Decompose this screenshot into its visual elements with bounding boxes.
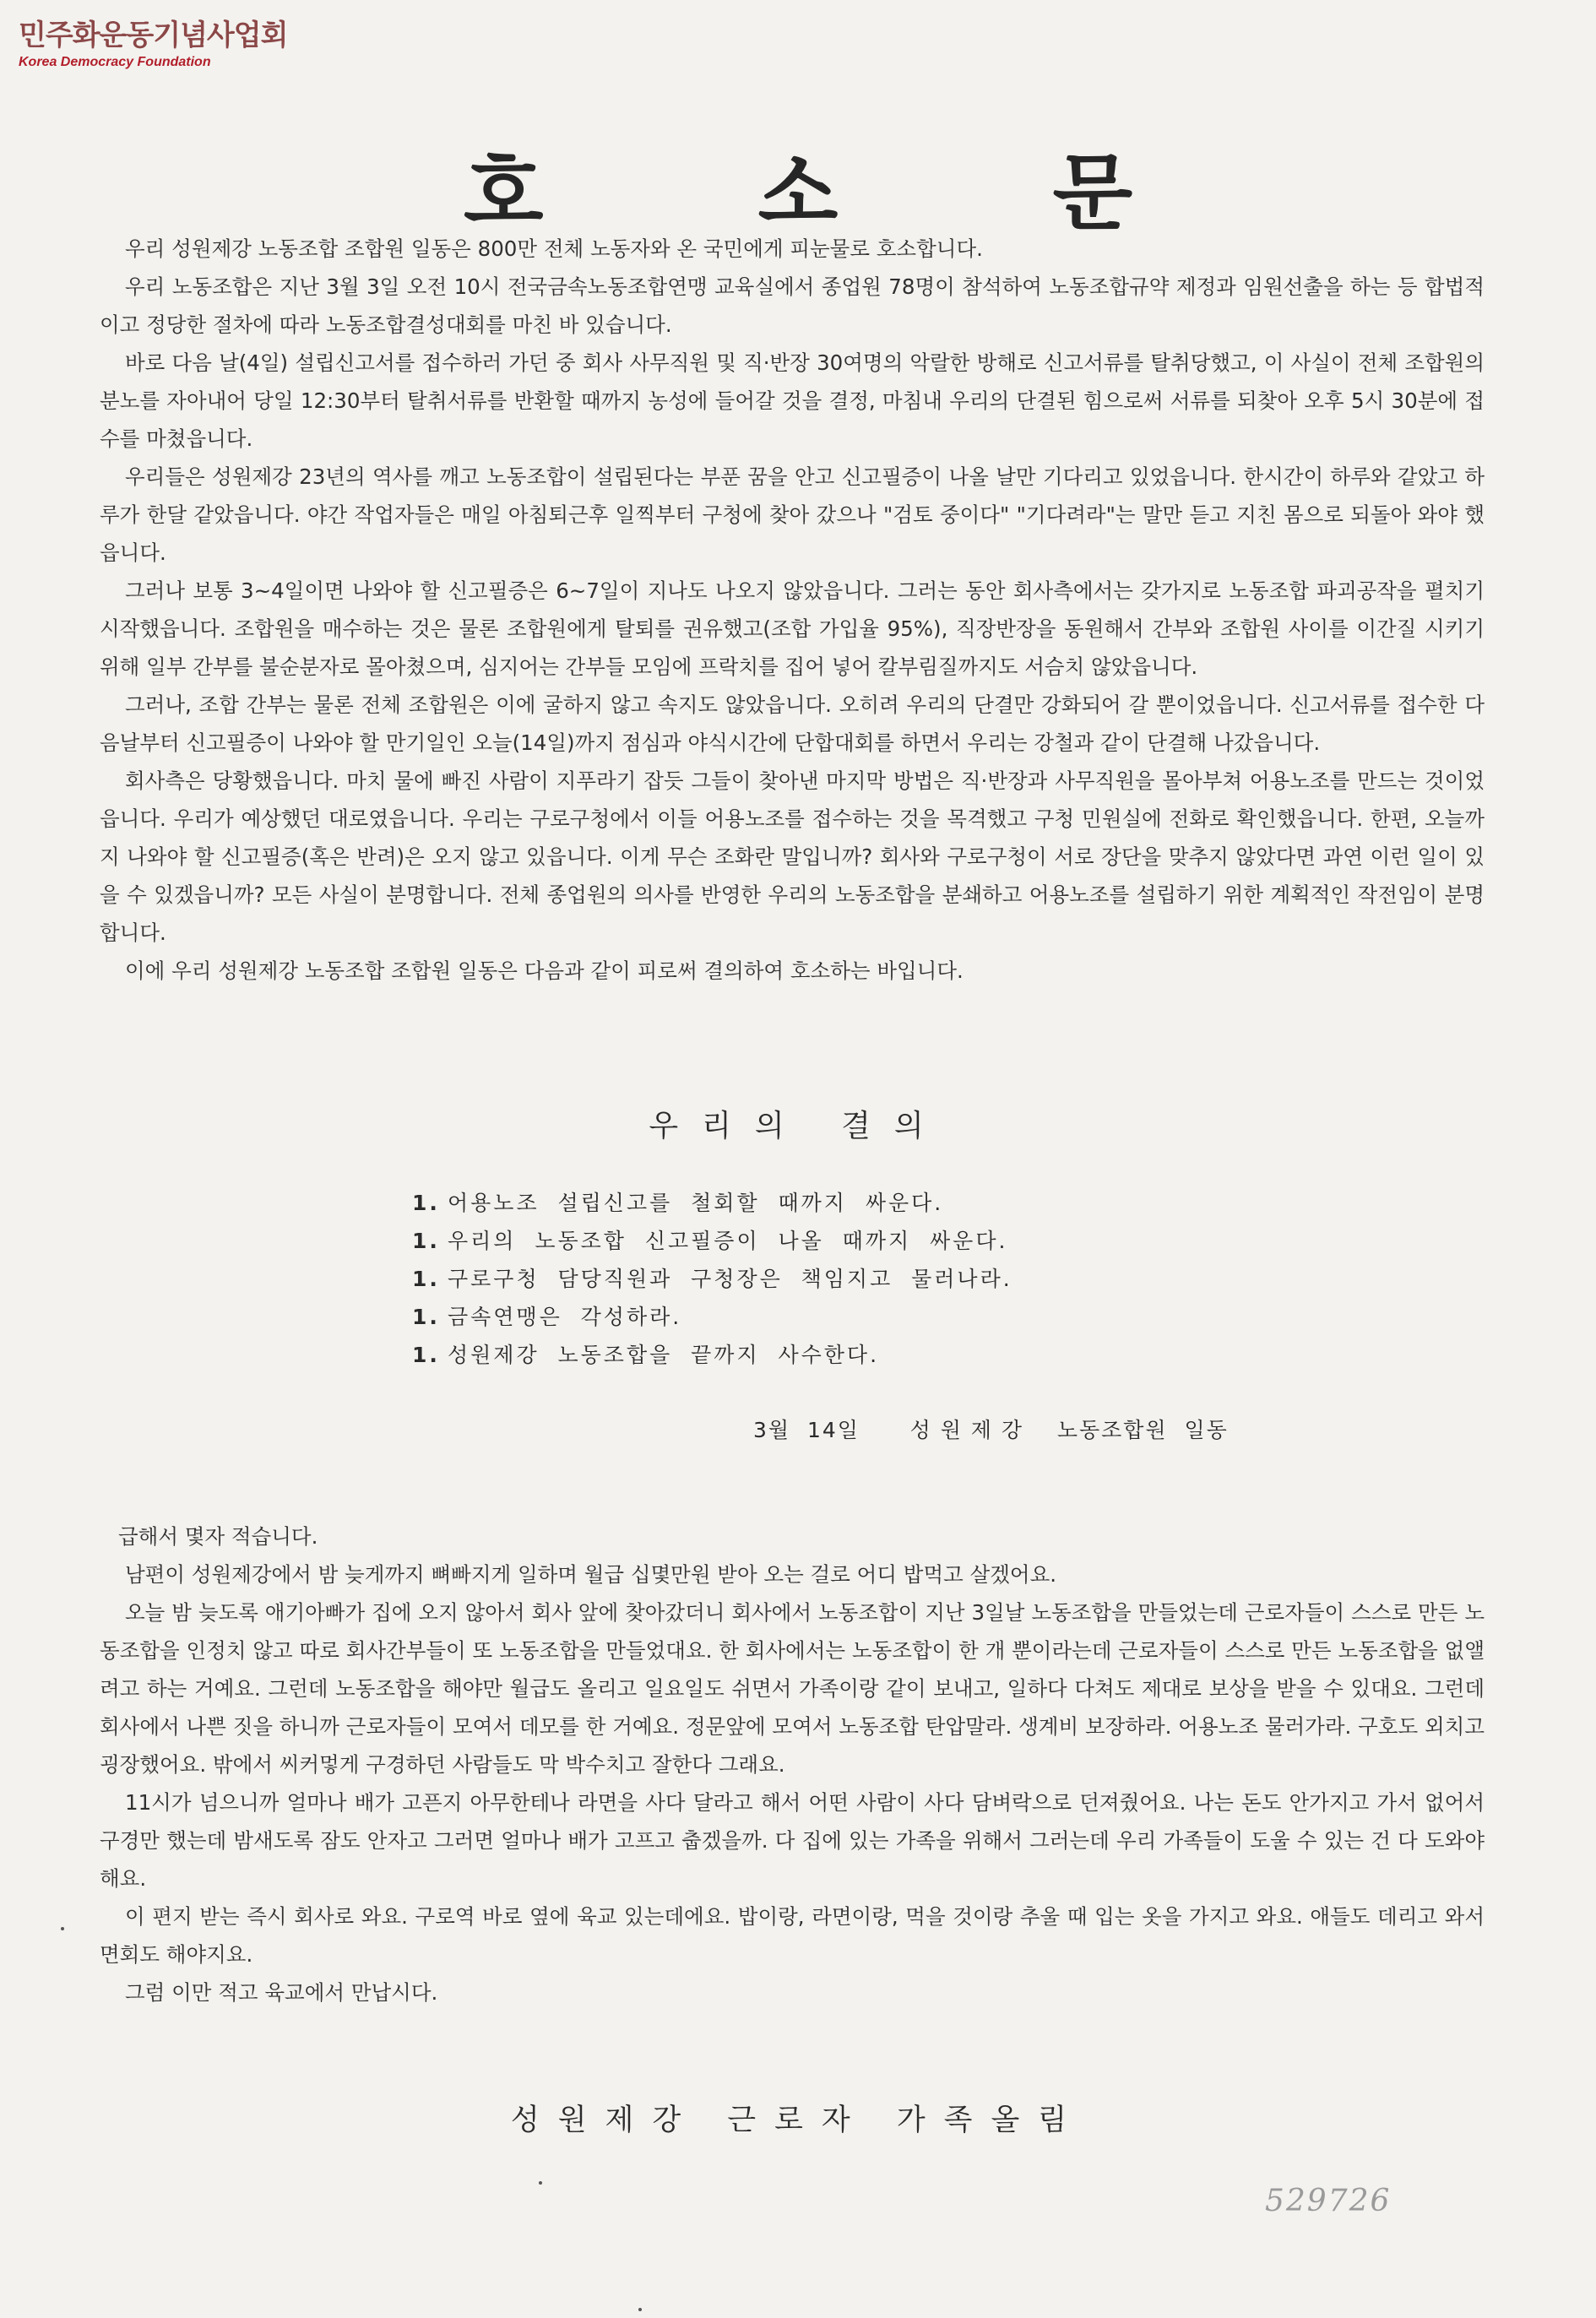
closing-signature: 성원제강 근로자 가족올림: [510, 2104, 1086, 2137]
letter-paragraph: 이 편지 받는 즉시 회사로 와요. 구로역 바로 옆에 육교 있는데에요. 밥이랑, 라면이랑, 먹을 것이랑 추울 때 입는 옷을 가지고 와요. 애들도 데리고 와서 면회도 해야지요.: [100, 1904, 1485, 1967]
resolution-list: [412, 1184, 1012, 1374]
paper-speck: [638, 2308, 642, 2311]
resolution-text: 성원제강 노동조합을 끝까지 사수한다.: [448, 1343, 880, 1367]
signature-line: 3월 14일 성 원 제 강 노동조합원 일동: [753, 1418, 1229, 1442]
resolution-number: 1.: [412, 1305, 440, 1329]
appeal-paragraph: 바로 다음 날(4일) 설립신고서를 접수하러 가던 중 회사 사무직원 및 직·반장 30여명의 악랄한 방해로 신고서류를 탈취당했고, 이 사실이 전체 조합원의 분노를 자아내어 당일 12:30부터 탈취서류를 반환할 때까지 농성에 들어갈 것을 결정, 마침내 우리의 단결된 힘으로써 서류를 되찾아 오후 5시 30분에 접수를 마쳤읍니다.: [100, 350, 1485, 451]
resolution-text: 우리의 노동조합 신고필증이 나올 때까지 싸운다.: [448, 1229, 1008, 1253]
resolution-item: [412, 1222, 1012, 1260]
appeal-paragraph: 우리 노동조합은 지난 3월 3일 오전 10시 전국금속노동조합연맹 교육실에서 종업원 78명이 참석하여 노동조합규약 제정과 임원선출을 하는 등 합법적이고 정당한 절차에 따라 노동조합결성대회를 마친 바 있습니다.: [100, 274, 1485, 337]
watermark-english: Korea Democracy Foundation: [19, 55, 211, 69]
letter-paragraph: 오늘 밤 늦도록 애기아빠가 집에 오지 않아서 회사 앞에 찾아갔더니 회사에서 노동조합이 지난 3일날 노동조합을 만들었는데 근로자들이 스스로 만든 노동조합을 인정치 않고 따로 회사간부들이 또 노동조합을 만들었대요. 한 회사에서는 노동조합이 한 개 뿐이라는데 근로자들이 스스로 만든 노동조합을 없앨려고 하는 거예요. 그런데 노동조합을 해야만 월급도 올리고 일요일도 쉬면서 가족이랑 같이 보내고, 일하다 다쳐도 제대로 보상을 받을 수 있대요. 그런데 회사에서 나쁜 짓을 하니까 근로자들이 모여서 데모를 한 거예요. 정문앞에 모여서 노동조합 탄압말라. 생계비 보장하라. 어용노조 물러가라. 구호도 외치고 굉장했어요. 밖에서 씨커멓게 구경하던 사람들도 막 박수치고 잘한다 그래요.: [100, 1600, 1485, 1777]
resolution-text: 구로구청 담당직원과 구청장은 책임지고 물러나라.: [448, 1267, 1012, 1291]
paper-speck: [61, 1927, 64, 1930]
appeal-paragraph: 그러나 보통 3~4일이면 나와야 할 신고필증은 6~7일이 지나도 나오지 않았읍니다. 그러는 동안 회사측에서는 갖가지로 노동조합 파괴공작을 펼치기 시작했읍니다. 조합원을 매수하는 것은 물론 조합원에게 탈퇴를 권유했고(조합 가입율 95%), 직장반장을 동원해서 간부와 조합원 사이를 이간질 시키기 위해 일부 간부를 불순분자로 몰아쳤으며, 심지어는 간부들 모임에 프락치를 집어 넣어 칼부림질까지도 서슴치 않았읍니다.: [100, 578, 1485, 679]
resolution-item: [412, 1260, 1012, 1298]
resolution-item: [412, 1336, 1012, 1374]
document-title: 호 소 문: [463, 145, 1226, 242]
foundation-watermark: [19, 12, 287, 70]
resolution-number: 1.: [412, 1343, 440, 1367]
appeal-paragraph: 우리 성원제강 노동조합 조합원 일동은 800만 전체 노동자와 온 국민에게 피눈물로 호소합니다.: [125, 236, 983, 261]
letter-paragraph: 그럼 이만 적고 육교에서 만납시다.: [125, 1980, 438, 2005]
letter-paragraph: 11시가 넘으니까 얼마나 배가 고픈지 아무한테나 라면을 사다 달라고 해서 어떤 사람이 사다 담벼락으로 던져줬어요. 나는 돈도 안가지고 가서 없어서 구경만 했는데 밤새도록 잠도 안자고 그러면 얼마나 배가 고프고 춥겠을까. 다 집에 있는 가족을 위해서 그러는데 우리 가족들이 도울 수 있는 건 다 도와야 해요.: [100, 1790, 1485, 1891]
resolution-number: 1.: [412, 1229, 440, 1253]
resolution-item: [412, 1298, 1012, 1336]
family-letter: [100, 1517, 1485, 2011]
letter-greeting: 급해서 몇자 적습니다.: [118, 1524, 318, 1549]
handwritten-archive-number: 529726: [1265, 2184, 1392, 2218]
appeal-paragraph: 우리들은 성원제강 23년의 역사를 깨고 노동조합이 설립된다는 부푼 꿈을 안고 신고필증이 나올 날만 기다리고 있었읍니다. 한시간이 하루와 같았고 하루가 한달 같았읍니다. 야간 작업자들은 매일 아침퇴근후 일찍부터 구청에 찾아 갔으나 "검토 중이다" "기다려라"는 말만 듣고 지친 몸으로 되돌아 와야 했읍니다.: [100, 464, 1485, 565]
letter-paragraph: 남편이 성원제강에서 밤 늦게까지 뼈빠지게 일하며 월급 십몇만원 받아 오는 걸로 어디 밥먹고 살겠어요.: [125, 1562, 1057, 1587]
appeal-paragraph: 이에 우리 성원제강 노동조합 조합원 일동은 다음과 같이 피로써 결의하여 호소하는 바입니다.: [125, 958, 964, 983]
resolution-number: 1.: [412, 1267, 440, 1291]
watermark-korean: 민주화운동기념사업회: [19, 19, 288, 52]
resolution-text: 어용노조 설립신고를 철회할 때까지 싸운다.: [448, 1191, 944, 1215]
paper-speck: [539, 2181, 542, 2185]
appeal-body: [100, 230, 1485, 990]
resolution-item: [412, 1184, 1012, 1222]
resolution-text: 금속연맹은 각성하라.: [448, 1305, 682, 1329]
resolution-heading: 우리의 결의: [649, 1109, 947, 1143]
appeal-paragraph: 그러나, 조합 간부는 물론 전체 조합원은 이에 굴하지 않고 속지도 않았읍니다. 오히려 우리의 단결만 강화되어 갈 뿐이었읍니다. 신고서류를 접수한 다음날부터 신고필증이 나와야 할 만기일인 오늘(14일)까지 점심과 야식시간에 단합대회를 하면서 우리는 강철과 같이 단결해 나갔읍니다.: [100, 692, 1485, 755]
resolution-number: 1.: [412, 1191, 440, 1215]
appeal-paragraph: 회사측은 당황했읍니다. 마치 물에 빠진 사람이 지푸라기 잡듯 그들이 찾아낸 마지막 방법은 직·반장과 사무직원을 몰아부쳐 어용노조를 만드는 것이었읍니다. 우리가 예상했던 대로였읍니다. 우리는 구로구청에서 이들 어용노조를 접수하는 것을 목격했고 구청 민원실에 전화로 확인했읍니다. 한편, 오늘까지 나와야 할 신고필증(혹은 반려)은 오지 않고 있읍니다. 이게 무슨 조화란 말입니까? 회사와 구로구청이 서로 장단을 맞추지 않았다면 과연 이런 일이 있을 수 있겠읍니까? 모든 사실이 분명합니다. 전체 종업원의 의사를 반영한 우리의 노동조합을 분쇄하고 어용노조를 설립하기 위한 계획적인 작전임이 분명합니다.: [100, 768, 1485, 945]
